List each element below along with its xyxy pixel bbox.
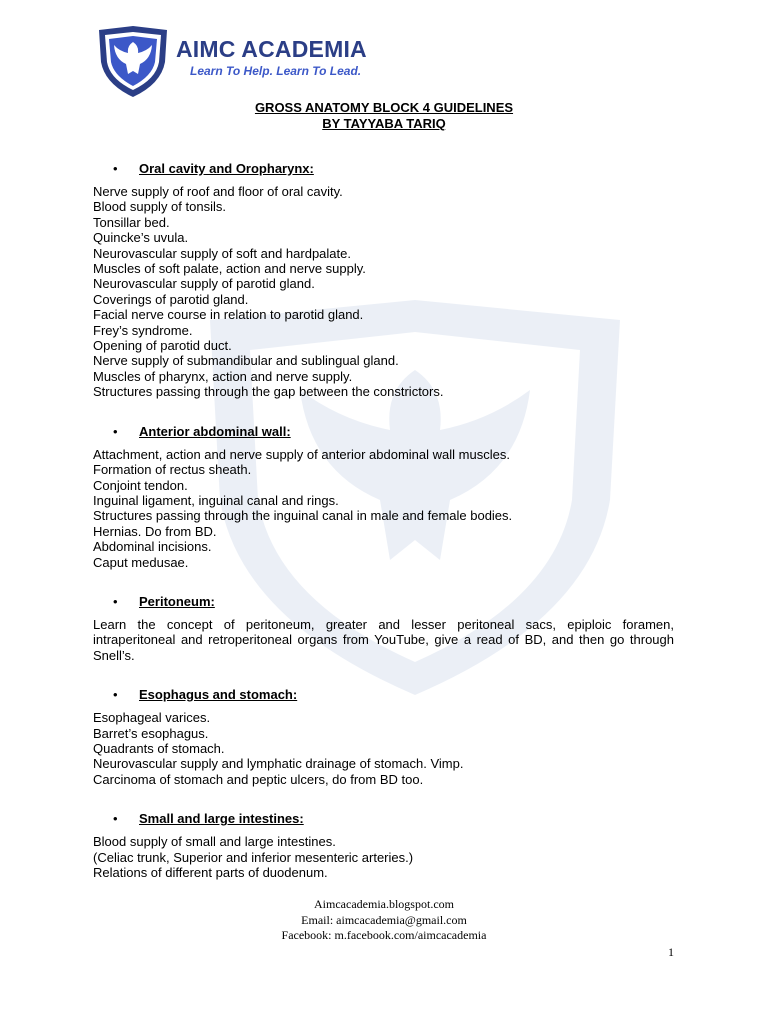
section-heading-label: Small and large intestines: (139, 811, 304, 827)
list-item: Blood supply of small and large intestines. (93, 834, 336, 850)
list-item: Tonsillar bed. (93, 214, 170, 230)
bullet-icon: • (113, 811, 118, 827)
list-item: Caput medusae. (93, 554, 189, 570)
list-item: Attachment, action and nerve supply of anterior abdominal wall muscles. (93, 446, 510, 462)
list-item: Nerve supply of roof and floor of oral cavity. (93, 184, 343, 199)
list-item: Facial nerve course in relation to parotid gland. (93, 307, 364, 323)
list-item: Abdominal incisions. (93, 539, 212, 555)
section-heading-label: Anterior abdominal wall: (139, 423, 291, 439)
footer-email: Email: aimcacademia@gmail.com (301, 912, 467, 927)
section-heading (93, 679, 674, 710)
brand-tagline: Learn To Help. Learn To Lead. (190, 64, 362, 78)
list-item: Carcinoma of stomach and peptic ulcers, do from BD too. (93, 771, 424, 787)
page-number: 1 (668, 945, 674, 959)
list-item: Quincke’s uvula. (93, 230, 189, 246)
section-heading-label: Peritoneum: (139, 593, 215, 609)
list-item: (Celiac trunk, Superior and inferior mesenteric arteries.) (93, 849, 414, 865)
bullet-icon: • (113, 687, 118, 703)
list-item: Neurovascular supply of parotid gland. (93, 276, 315, 292)
section-intestines (93, 803, 674, 880)
bullet-icon: • (113, 161, 118, 176)
list-item: Neurovascular supply and lymphatic drainage of stomach. Vimp. (93, 756, 464, 772)
list-item: Blood supply of tonsils. (93, 199, 226, 215)
item-list (93, 447, 674, 570)
list-item: Inguinal ligament, inguinal canal and rings. (93, 492, 339, 508)
section-paragraph: Learn the concept of peritoneum, greater and lesser peritoneal sacs, epiploic foramen, intraperitoneal and retroperitoneal organs from YouTube, give a read of BD, and then go through Snell’s. (93, 616, 674, 663)
eagle-shield-icon (96, 26, 170, 98)
list-item: Neurovascular supply of soft and hardpalate. (93, 245, 351, 261)
section-heading (93, 153, 674, 184)
list-item: Quadrants of stomach. (93, 740, 225, 756)
document-body (93, 153, 674, 896)
list-item: Conjoint tendon. (93, 477, 188, 493)
document-author: BY TAYYABA TARIQ (322, 116, 446, 131)
list-item: Esophageal varices. (93, 710, 211, 726)
list-item: Hernias. Do from BD. (93, 523, 217, 539)
bullet-icon: • (113, 423, 118, 439)
section-peritoneum (93, 586, 674, 663)
list-item: Structures passing through the inguinal canal in male and female bodies. (93, 508, 513, 524)
section-oral-cavity (93, 153, 674, 400)
section-anterior-abdominal-wall (93, 416, 674, 570)
document-title: GROSS ANATOMY BLOCK 4 GUIDELINES (254, 100, 514, 115)
section-esophagus-stomach (93, 679, 674, 787)
section-heading (93, 416, 674, 447)
list-item: Nerve supply of submandibular and sublingual gland. (93, 353, 399, 369)
item-list (93, 834, 674, 880)
list-item: Muscles of soft palate, action and nerve supply. (93, 261, 366, 277)
list-item: Barret’s esophagus. (93, 725, 209, 741)
page-footer (0, 897, 768, 944)
list-item: Frey’s syndrome. (93, 322, 193, 338)
list-item: Coverings of parotid gland. (93, 291, 249, 307)
bullet-icon: • (113, 593, 118, 609)
item-list (93, 710, 674, 787)
section-heading-label: Oral cavity and Oropharynx: (139, 161, 314, 176)
section-heading-label: Esophagus and stomach: (139, 687, 298, 703)
brand-name: AIMC ACADEMIA (176, 36, 367, 62)
footer-website: Aimcacademia.blogspot.com (314, 897, 454, 911)
section-heading (93, 586, 674, 617)
list-item: Opening of parotid duct. (93, 338, 232, 354)
list-item: Formation of rectus sheath. (93, 462, 252, 478)
list-item: Relations of different parts of duodenum. (93, 865, 328, 880)
section-heading (93, 803, 674, 834)
list-item: Structures passing through the gap between the constrictors. (93, 384, 444, 400)
item-list (93, 184, 674, 400)
list-item: Muscles of pharynx, action and nerve supply. (93, 368, 353, 384)
footer-facebook: Facebook: m.facebook.com/aimcacademia (281, 928, 487, 943)
